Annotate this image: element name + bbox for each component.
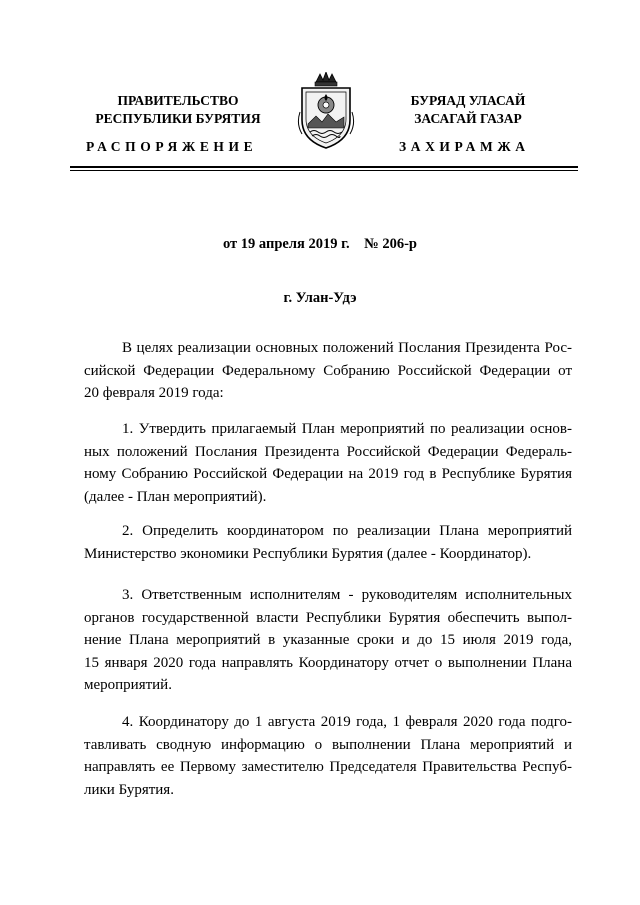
- place-of-issue: г. Улан-Удэ: [283, 290, 357, 306]
- text-line: 1. Утвердить прилагаемый План мероприятий по реализации основ-: [122, 421, 572, 437]
- header-left-line-2: РЕСПУБЛИКИ БУРЯТИЯ: [95, 111, 261, 126]
- paragraph-item-2: [84, 520, 572, 565]
- text-line: 2. Определить координатором по реализации Плана мероприятий: [122, 523, 572, 539]
- text-line: 20 февраля 2019 года:: [84, 385, 224, 401]
- header-divider-thick: [70, 166, 578, 168]
- date-and-number: от 19 апреля 2019 г. № 206-р: [223, 236, 417, 252]
- paragraph-preamble: [84, 337, 572, 405]
- header-left-org: [68, 92, 288, 128]
- text-line: нение Плана мероприятий в указанные сроки и до 15 июля 2019 года,: [84, 632, 572, 648]
- text-line: сийской Федерации Федеральному Собранию Российской Федерации от: [84, 362, 572, 379]
- text-line: тавливать сводную информацию о выполнении Плана мероприятий и: [84, 736, 572, 753]
- text-line: (далее - План мероприятий).: [84, 488, 267, 505]
- text-line: В целях реализации основных положений Послания Президента Рос-: [122, 340, 572, 356]
- text-line: 3. Ответственным исполнителям - руководителям исполнительных: [122, 587, 572, 603]
- text-line: 4. Координатору до 1 августа 2019 года, 1 февраля 2020 года подго-: [122, 714, 572, 730]
- text-line: лики Бурятия.: [84, 781, 174, 798]
- doc-type-russian: РАСПОРЯЖЕНИЕ: [86, 139, 258, 154]
- doc-type-buryat: ЗАХИРАМЖА: [399, 139, 530, 154]
- header-right-line-2: ЗАСАГАЙ ГАЗАР: [414, 111, 522, 126]
- header-left-line-1: ПРАВИТЕЛЬСТВО: [117, 93, 239, 108]
- text-line: ных положений Послания Президента Российской Федерации Федераль-: [84, 443, 572, 460]
- text-line: ному Собранию Российской Федерации на 2019 год в Республике Бурятия: [84, 466, 572, 482]
- paragraph-item-4: [84, 711, 572, 801]
- text-line: направлять ее Первому заместителю Председателя Правительства Респуб-: [84, 759, 572, 775]
- text-line: 15 января 2020 года направлять Координатору отчет о выполнении Плана: [84, 654, 572, 671]
- paragraph-item-1: [84, 418, 572, 508]
- header-right-line-1: БУРЯАД УЛАСАЙ: [410, 93, 526, 108]
- text-line: мероприятий.: [84, 677, 172, 693]
- text-line: Министерство экономики Республики Бурятия (далее - Координатор).: [84, 545, 532, 562]
- text-line: органов государственной власти Республики Бурятия обеспечить выпол-: [84, 609, 572, 626]
- paragraph-item-3: [84, 584, 572, 697]
- header-right-org: [358, 92, 578, 128]
- header-divider-thin: [70, 170, 578, 171]
- coat-of-arms-icon: [296, 72, 356, 150]
